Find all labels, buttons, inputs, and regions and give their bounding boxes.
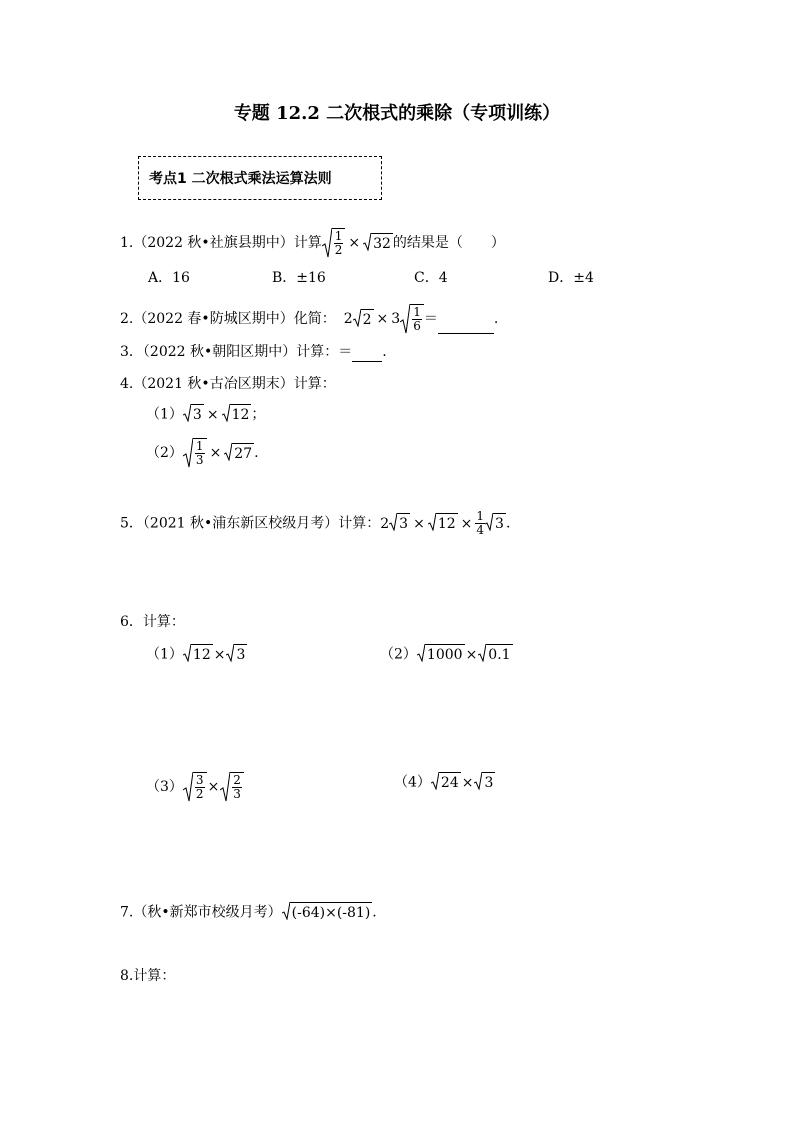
denominator: 6	[413, 319, 421, 333]
page-title: 专题 12.2 二次根式的乘除（专项训练）	[233, 103, 561, 124]
sqrt-sign	[322, 228, 346, 258]
times-sign: ×	[465, 646, 478, 663]
numerator: 3	[195, 773, 204, 787]
part-label: （3）	[146, 779, 183, 795]
radicand: 12	[436, 513, 458, 534]
question-3	[120, 342, 387, 362]
semicolon: ；	[251, 406, 266, 423]
q6-part-2	[380, 644, 513, 665]
sqrt-sign	[389, 513, 410, 534]
times-sign: ×	[461, 774, 474, 791]
sqrt-sign	[183, 404, 204, 425]
q2-prefix: 2.（2022 春•防城区期中）化简：	[120, 311, 336, 327]
sqrt-sign	[417, 644, 465, 665]
q6-part-1	[146, 644, 247, 665]
option-b: B．±16	[272, 270, 326, 286]
times-sign: ×	[213, 646, 226, 663]
numerator: 1	[195, 439, 204, 453]
radicand: 24	[439, 772, 461, 793]
times-sign: ×	[460, 515, 473, 532]
times-sign: ×	[206, 406, 219, 423]
sqrt-sign	[363, 233, 393, 254]
coefficient: 2	[343, 311, 353, 327]
period: .	[254, 445, 259, 461]
option-c: C．4	[414, 270, 448, 286]
numerator: 2	[233, 773, 241, 787]
q6-4-expression	[431, 772, 495, 793]
sqrt-sign	[353, 309, 374, 330]
sqrt-sign	[428, 513, 458, 534]
q6-3-expression	[183, 772, 244, 802]
numerator: 1	[476, 509, 485, 523]
radicand: 27	[232, 443, 254, 464]
sqrt-sign	[224, 443, 254, 464]
times-sign: ×	[209, 445, 222, 461]
question-4	[120, 374, 336, 394]
period: .	[505, 515, 511, 532]
sqrt-sign	[485, 513, 506, 534]
part-label: （4）	[394, 774, 431, 791]
radicand: 3	[191, 404, 204, 425]
sqrt-sign	[478, 644, 512, 665]
q1-expression	[322, 228, 393, 258]
q6-part-4	[394, 772, 495, 793]
equals-sign: ＝	[423, 311, 438, 327]
radicand: 3	[482, 772, 495, 793]
sqrt-sign	[226, 644, 247, 665]
radicand: (-64)×(-81)	[290, 902, 373, 923]
q4-part-1	[146, 404, 265, 425]
sqrt-sign	[400, 304, 424, 334]
fraction	[475, 510, 485, 537]
period: .	[493, 311, 499, 327]
coefficient: 3	[391, 311, 401, 327]
denominator: 3	[233, 787, 241, 801]
q4-prefix: 4.（2021 秋•古冶区期末）计算：	[120, 376, 336, 392]
q6-2-expression	[417, 644, 513, 665]
sqrt-sign	[183, 772, 207, 802]
answer-blank[interactable]	[438, 317, 494, 334]
part-label: （1）	[146, 406, 183, 423]
q5-prefix: 5．（2021 秋•浦东新区校级月考）计算：	[120, 515, 381, 532]
sqrt-sign	[282, 902, 373, 923]
q1-prefix: 1.（2022 秋•社旗县期中）计算	[120, 235, 322, 251]
question-1	[120, 228, 505, 258]
question-6	[120, 612, 185, 632]
denominator: 3	[195, 453, 204, 467]
sqrt-sign	[220, 772, 244, 802]
denominator: 2	[334, 243, 343, 257]
q6-prefix: 6．计算：	[120, 614, 185, 630]
part-label: （1）	[146, 646, 183, 663]
q2-expression	[344, 304, 424, 334]
numerator: 1	[413, 305, 421, 319]
q5-expression	[380, 510, 506, 537]
q6-1-expression	[183, 644, 247, 665]
sqrt-sign	[183, 438, 207, 468]
numerator: 1	[334, 229, 343, 243]
radicand: 3	[234, 644, 247, 665]
denominator: 4	[476, 523, 485, 537]
q7-prefix: 7.（秋•新郑市校级月考）	[120, 904, 282, 921]
radicand: 12	[230, 404, 252, 425]
section-box	[138, 156, 382, 200]
sqrt-sign	[431, 772, 461, 793]
radicand: 3	[397, 513, 410, 534]
radicand: 1000	[425, 644, 465, 665]
denominator: 2	[195, 787, 204, 801]
times-sign: ×	[376, 311, 389, 327]
period: .	[382, 344, 387, 360]
sqrt-sign	[222, 404, 252, 425]
radicand: 12	[191, 644, 213, 665]
q4-1-expression	[183, 404, 251, 425]
radicand: 3	[493, 513, 506, 534]
q1-suffix: 的结果是（ ）	[392, 235, 505, 251]
times-sign: ×	[207, 779, 220, 795]
q3-text: 3．（2022 秋•朝阳区期中）计算：＝	[120, 344, 353, 360]
answer-blank[interactable]	[352, 345, 382, 362]
section-title: 考点1 二次根式乘法运算法则	[149, 171, 332, 187]
q4-2-expression	[183, 438, 254, 468]
radicand: 0.1	[486, 644, 512, 665]
period: .	[372, 904, 377, 921]
question-8	[120, 966, 175, 986]
part-label: （2）	[146, 445, 183, 461]
question-5	[120, 510, 510, 537]
radicand: 2	[361, 309, 374, 330]
q7-expression	[282, 902, 373, 923]
q6-part-3	[146, 772, 244, 802]
q4-part-2	[146, 438, 259, 468]
part-label: （2）	[380, 646, 417, 663]
option-d: D．±4	[548, 270, 594, 286]
coefficient: 2	[380, 515, 390, 532]
sqrt-sign	[183, 644, 213, 665]
q8-prefix: 8.计算：	[120, 968, 176, 984]
question-7	[120, 902, 377, 923]
sqrt-sign	[474, 772, 495, 793]
times-sign: ×	[413, 515, 425, 532]
radicand: 32	[371, 233, 393, 254]
times-sign: ×	[348, 235, 361, 251]
option-a: A．16	[148, 270, 190, 286]
question-2	[120, 304, 498, 334]
